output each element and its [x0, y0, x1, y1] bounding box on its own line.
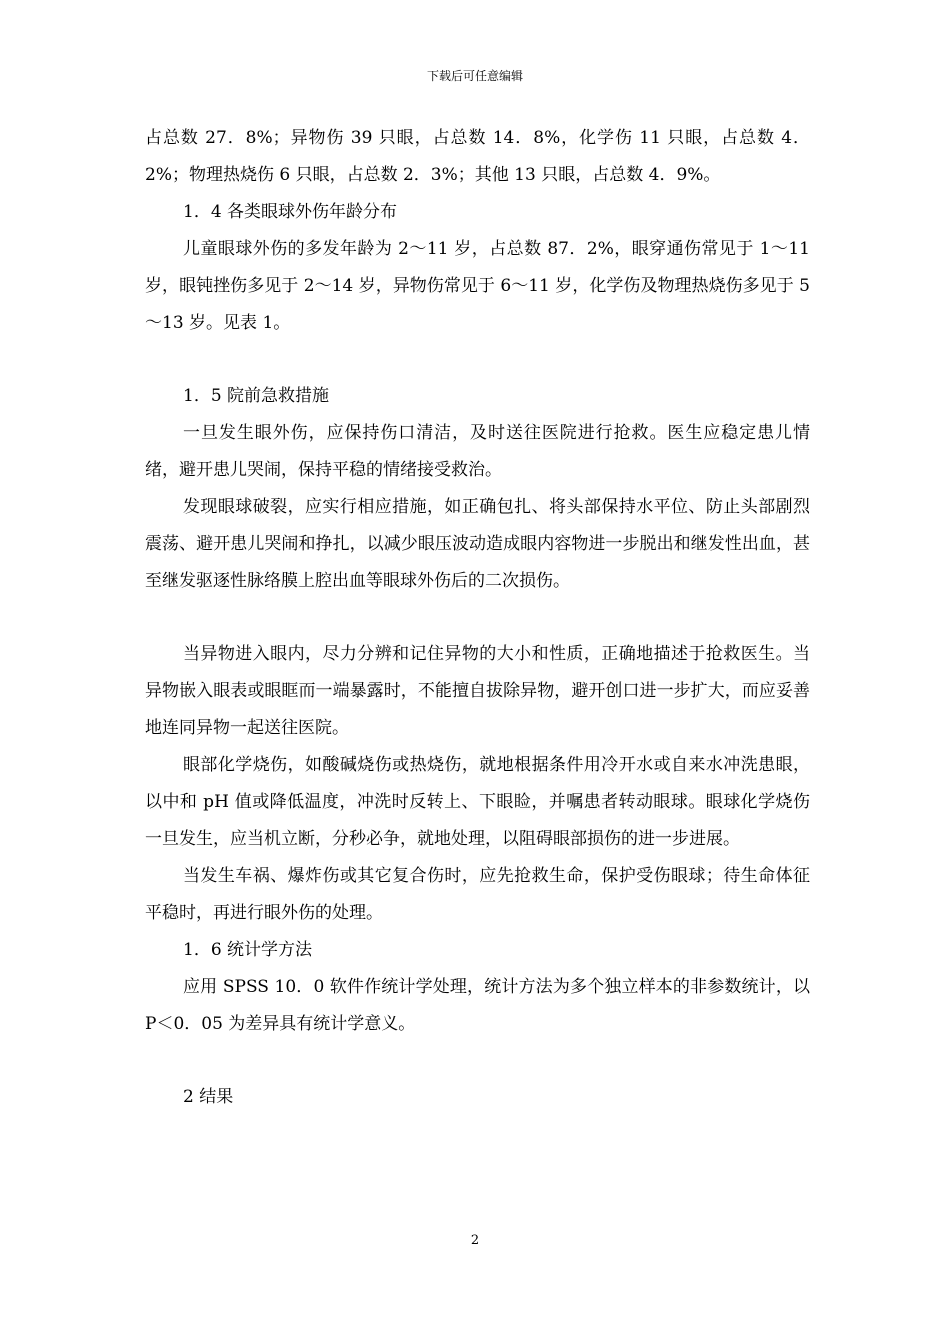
spacer: [145, 1043, 810, 1079]
section-heading-2: 2 结果: [183, 1087, 234, 1107]
section-heading-1-6: 1．6 统计学方法: [183, 940, 313, 960]
page-number: 2: [470, 1233, 480, 1248]
section-heading-1-4: 1．4 各类眼球外伤年龄分布: [183, 202, 398, 222]
paragraph-composite-injury: 当发生车祸、爆炸伤或其它复合伤时，应先抢救生命，保护受伤眼球；待生命体征平稳时，再进行眼外伤的处理。: [145, 866, 810, 923]
document-body: [145, 120, 810, 1116]
page-header: 下载后可任意编辑: [426, 69, 523, 83]
paragraph-statistics: 应用 SPSS 10．0 软件作统计学处理，统计方法为多个独立样本的非参数统计，以 P＜0．05 为差异具有统计学意义。: [145, 977, 810, 1034]
paragraph-first-aid: 一旦发生眼外伤，应保持伤口清洁，及时送往医院进行抢救。医生应稳定患儿情绪，避开患儿哭闹，保持平稳的情绪接受救治。: [145, 423, 810, 480]
paragraph-age-distribution: 儿童眼球外伤的多发年龄为 2～11 岁，占总数 87．2%，眼穿通伤常见于 1～11 岁，眼钝挫伤多见于 2～14 岁，异物伤常见于 6～11 岁，化学伤及物理热烧伤多见于 5～13 岁。见表 1。: [145, 239, 810, 333]
paragraph-eyeball-rupture: 发现眼球破裂，应实行相应措施，如正确包扎、将头部保持水平位、防止头部剧烈震荡、避开患儿哭闹和挣扎，以减少眼压波动造成眼内容物进一步脱出和继发性出血，甚至继发驱逐性脉络膜上腔出血等眼球外伤后的二次损伤。: [145, 497, 810, 591]
spacer: [145, 600, 810, 636]
section-heading-1-5: 1．5 院前急救措施: [183, 386, 330, 406]
paragraph-foreign-body: 当异物进入眼内，尽力分辨和记住异物的大小和性质，正确地描述于抢救医生。当异物嵌入眼表或眼眶而一端暴露时，不能擅自拔除异物，避开创口进一步扩大，而应妥善地连同异物一起送往医院。: [145, 644, 810, 738]
paragraph-continuation: 占总数 27．8%；异物伤 39 只眼，占总数 14．8%，化学伤 11 只眼，占总数 4．2%；物理热烧伤 6 只眼，占总数 2．3%；其他 13 只眼，占总数 4．9%。: [145, 128, 810, 185]
spacer: [145, 342, 810, 378]
paragraph-chemical-burn: 眼部化学烧伤，如酸碱烧伤或热烧伤，就地根据条件用冷开水或自来水冲洗患眼，以中和 pH 值或降低温度，冲洗时反转上、下眼睑，并嘱患者转动眼球。眼球化学烧伤一旦发生，应当机立断，分秒必争，就地处理，以阻碍眼部损伤的进一步进展。: [145, 755, 810, 849]
